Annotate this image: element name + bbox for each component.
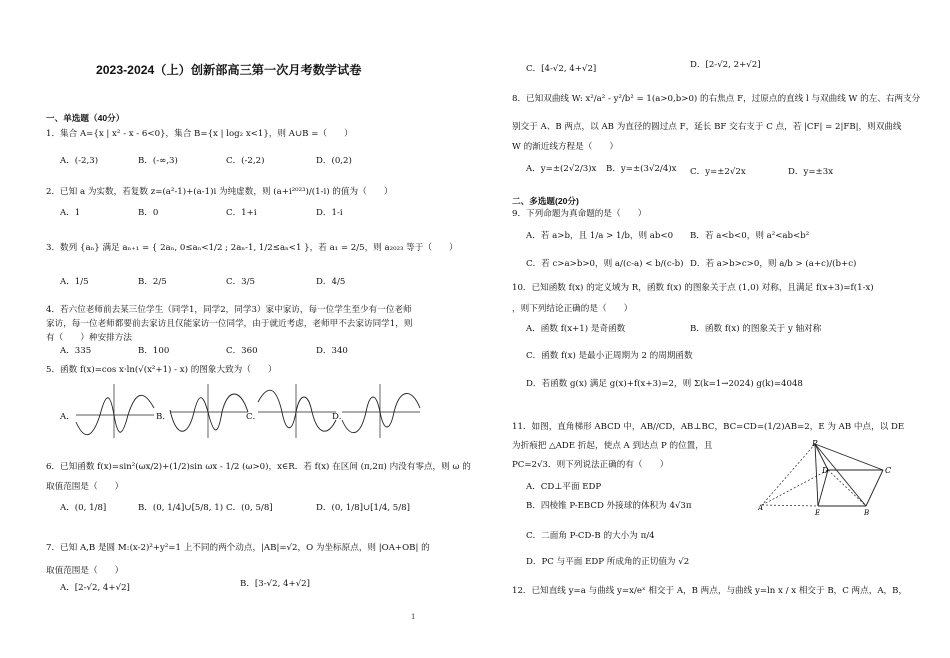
question-10-line-2: ，则下列结论正确的是（ ） bbox=[512, 304, 633, 314]
q2-option-b: B．0 bbox=[138, 208, 159, 218]
question-3: 3．数列 {aₙ} 满足 aₙ₊₁ = { 2aₙ, 0≤aₙ<1/2 ; 2aₙ-1, 1/2≤aₙ<1 }，若 a₁ = 2/5，则 a₂₀₂₃ 等于（ ） bbox=[46, 243, 458, 253]
fig-label-p: P bbox=[812, 440, 818, 448]
fig-edge-ae bbox=[762, 505, 818, 506]
q5-graph-d bbox=[340, 382, 422, 440]
q9-option-a: A．若 a>b，且 1/a > 1/b，则 ab<0 bbox=[526, 231, 674, 241]
page-title: 2023-2024（上）创新部高三第一次月考数学试卷 bbox=[96, 63, 362, 77]
q3-option-c: C．3/5 bbox=[226, 277, 255, 287]
question-4-line-1: 4．若六位老师前去某三位学生（同学1，同学2，同学3）家中家访，每一位学生至少有一位老师 bbox=[46, 305, 412, 315]
q9-option-d: D．若 a>b>c>0，则 a/b > (a+c)/(b+c) bbox=[690, 259, 857, 269]
q4-option-c: C．360 bbox=[226, 346, 258, 356]
question-6-line-2: 取值范围是（ ） bbox=[46, 482, 124, 492]
q9-option-b: B．若 a<b<0，则 a²<ab<b² bbox=[690, 231, 810, 241]
fig-label-b: B bbox=[864, 509, 870, 516]
fig-edge-de bbox=[818, 470, 828, 506]
fig-label-c: C bbox=[885, 466, 892, 475]
section-single-choice: 一、单选题（40分） bbox=[46, 113, 125, 123]
q5-option-a: A． bbox=[60, 412, 75, 422]
q11-option-c: C．二面角 P-CD-B 的大小为 π/4 bbox=[526, 531, 655, 541]
q3-option-d: D．4/5 bbox=[316, 277, 346, 287]
q6-option-d: D．(0, 1/8]∪[1/4, 5/8] bbox=[316, 503, 410, 513]
q7-option-b: B．[3-√2, 4+√2] bbox=[240, 579, 311, 589]
section-multi-choice: 二、多选题(20分) bbox=[512, 196, 579, 206]
question-11-line-2: 为折痕把 △ADE 折起，使点 A 到达点 P 的位置，且 bbox=[512, 441, 713, 451]
q6-option-a: A．(0, 1/8] bbox=[60, 503, 107, 513]
q5-option-b: B． bbox=[156, 412, 171, 422]
q9-option-c: C．若 c>a>b>0，则 a/(c-a) < b/(c-b) bbox=[526, 259, 684, 269]
q4-option-b: B．100 bbox=[138, 346, 170, 356]
q5-graph-b bbox=[168, 382, 250, 440]
q10-option-d: D．若函数 g(x) 满足 g(x)+f(x+3)=2，则 Σ(k=1→2024) g(k)=4048 bbox=[526, 379, 803, 389]
q8-option-c: C．y=±2√2x bbox=[690, 167, 746, 177]
question-8-line-1: 8．已知双曲线 W: x²/a² - y²/b² = 1(a>0,b>0) 的右焦点 F，过原点的直线 l 与双曲线 W 的左、右两支分 bbox=[512, 94, 921, 104]
question-4-line-2: 家访，每一位老师都要前去家访且仅能家访一位同学，由于就近考虑，老师甲不去家访同学1，则 bbox=[46, 319, 413, 329]
fig-label-e: E bbox=[815, 509, 821, 516]
q5-option-d: D． bbox=[332, 412, 348, 422]
q4-option-d: D．340 bbox=[316, 346, 348, 356]
q11-option-b: B．四棱锥 P-EBCD 外接球的体积为 4√3π bbox=[526, 501, 692, 511]
question-1: 1．集合 A={x | x² - x - 6<0}，集合 B={x | log₂ x<1}，则 A∪B =（ ） bbox=[46, 129, 353, 139]
q2-option-d: D．1-i bbox=[316, 208, 343, 218]
question-5: 5．函数 f(x)=cos x·ln(√(x²+1) - x) 的图象大致为（ ） bbox=[46, 365, 277, 375]
q11-option-a: A．CD⊥平面 EDP bbox=[526, 482, 602, 492]
question-7-line-2: 取值范围是（ ） bbox=[46, 566, 124, 576]
fig-edge-pa bbox=[762, 444, 815, 505]
q1-option-c: C．(-2,2) bbox=[226, 156, 265, 166]
fig-edge-pe bbox=[815, 444, 818, 506]
fig-label-a: A bbox=[758, 504, 764, 512]
q5-option-c: C． bbox=[246, 412, 262, 422]
q4-option-a: A．335 bbox=[60, 346, 92, 356]
q5-graph-c bbox=[256, 382, 338, 440]
page-number: 1 bbox=[411, 613, 416, 621]
q11-figure bbox=[758, 440, 906, 516]
q7-option-d: D．[2-√2, 2+√2] bbox=[690, 60, 761, 70]
q10-option-c: C．函数 f(x) 是最小正周期为 2 的周期函数 bbox=[526, 351, 693, 361]
q8-option-d: D．y=±3x bbox=[788, 167, 834, 177]
q5-graph-a bbox=[74, 382, 156, 440]
question-7-line-1: 7．已知 A,B 是圆 M:(x-2)²+y²=1 上不同的两个动点，|AB|=√2，O 为坐标原点，则 |OA+OB| 的 bbox=[46, 543, 430, 553]
q1-option-d: D．(0,2) bbox=[316, 156, 352, 166]
q8-option-a: A．y=±(2√2/3)x bbox=[526, 164, 597, 174]
fig-edge-db bbox=[828, 470, 866, 506]
q10-option-b: B．函数 f(x) 的图象关于 y 轴对称 bbox=[690, 324, 822, 334]
fig-edge-bc bbox=[866, 470, 883, 506]
q2-option-c: C．1+i bbox=[226, 208, 257, 218]
question-8-line-3: W 的渐近线方程是（ ） bbox=[512, 142, 619, 152]
q1-option-a: A．(-2,3) bbox=[60, 156, 99, 166]
question-2: 2．已知 a 为实数，若复数 z=(a²-1)+(a-1)i 为纯虚数，则 (a+i²⁰²³)/(1-i) 的值为（ ） bbox=[46, 187, 393, 197]
q3-option-b: B．2/5 bbox=[138, 277, 167, 287]
question-11-line-1: 11．如图，直角梯形 ABCD 中，AB//CD，AB⊥BC，BC=CD=(1/2)AB=2，E 为 AB 中点，以 DE bbox=[512, 422, 905, 432]
fig-label-d: D bbox=[822, 466, 829, 475]
question-6-line-1: 6．已知函数 f(x)=sin²(ωx/2)+(1/2)sin ωx - 1/2 (ω>0)，x∈R．若 f(x) 在区间 (π,2π) 内没有零点，则 ω 的 bbox=[46, 462, 471, 472]
question-10-line-1: 10．已知函数 f(x) 的定义域为 R，函数 f(x) 的图象关于点 (1,0) 对称，且满足 f(x+3)=f(1-x) bbox=[512, 283, 874, 293]
q10-option-a: A．函数 f(x+1) 是奇函数 bbox=[526, 324, 626, 334]
q3-option-a: A．1/5 bbox=[60, 277, 89, 287]
question-9: 9．下列命题为真命题的是（ ） bbox=[512, 209, 647, 219]
q1-option-b: B．(-∞,3) bbox=[138, 156, 178, 166]
q11-option-d: D．PC 与平面 EDP 所成角的正切值为 √2 bbox=[526, 557, 690, 567]
question-4-line-3: 有（ ）种安排方法 bbox=[46, 333, 132, 343]
question-8-line-2: 别交于 A、B 两点，以 AB 为直径的圆过点 F，延长 BF 交右支于 C 点，若 |CF| = 2|FB|，则双曲线 bbox=[512, 122, 902, 132]
q6-option-c: C．(0, 5/8] bbox=[226, 503, 273, 513]
q2-option-a: A．1 bbox=[60, 208, 81, 218]
q8-option-b: B．y=±(3√2/4)x bbox=[606, 164, 677, 174]
q6-option-b: B．(0, 1/4]∪[5/8, 1) bbox=[138, 503, 224, 513]
question-11-line-3: PC=2√3．则下列说法正确的有（ ） bbox=[512, 460, 669, 470]
question-12: 12．已知直线 y=a 与曲线 y=x/eˣ 相交于 A，B 两点，与曲线 y=ln x / x 相交于 B，C 两点，A，B， bbox=[512, 586, 908, 596]
q7-option-c: C．[4-√2, 4+√2] bbox=[526, 64, 597, 74]
q7-option-a: A．[2-√2, 4+√2] bbox=[60, 583, 130, 593]
